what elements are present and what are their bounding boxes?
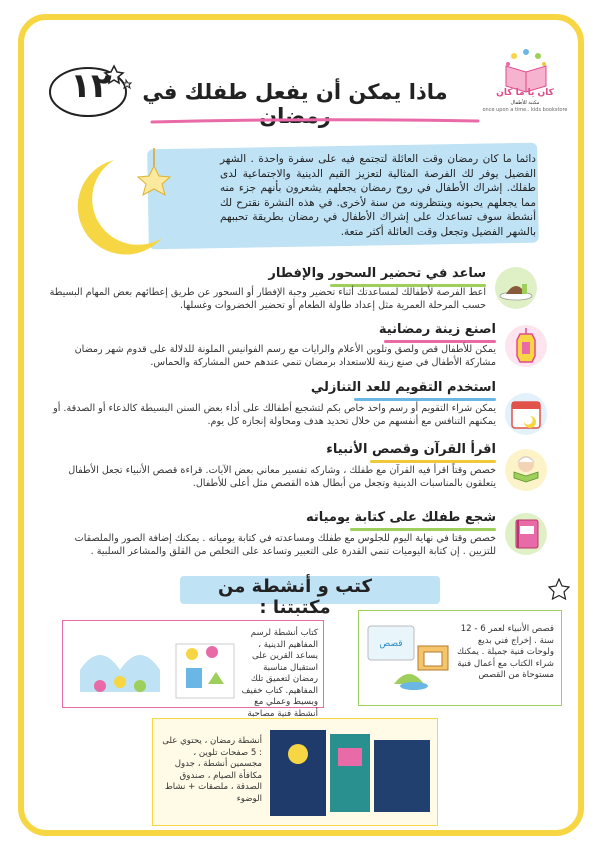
section-underline — [370, 460, 496, 463]
calendar-icon — [504, 392, 548, 436]
book-text-ramadan: أنشطة رمضان ، يحتوي على : 5 صفحات تلوين ، مجسمين أنشطة ، جدول مكافأة الصيام ، صندوق الصدقة ، ملصقات + نشاط الوضوء — [162, 736, 262, 804]
section-title-quran: اقرأ القرآن وقصص الأنبياء — [326, 442, 496, 457]
section-text-calendar: يمكن شراء التقويم أو رسم واحد خاص بكم لتشجيع أطفالك على أداء بعض السنن البسيطة كالدعاء أو الصدقة. أو يمكنهم التنافس مع أنفسهم من خلال تحديد هدف ومحاولة إنجازه كل يوم. — [53, 403, 496, 427]
section-title-diary: شجع طفلك على كتابة يومياته — [305, 510, 496, 525]
lantern-icon — [504, 324, 548, 368]
activity-book-image — [172, 624, 238, 704]
crescent-moon-icon — [44, 148, 194, 258]
logo-name: كان يا ما كان — [496, 88, 554, 98]
section-text-diary: خصص وقتا في نهاية اليوم للجلوس مع طفلك ومساعدته في كتابة يومياته . يمكنك إضافة الصور والملصقات للتزيين . إن كتابة اليوميات تنمي القدرة على التعبير وتساعد على التخلص من القلق والمشاعر السلبية . — [74, 533, 496, 557]
book-text-prophets: قصص الأنبياء لعمر 6 - 12 سنة . إخراج فني بديع ولوحات فنية جميلة . يمكنك شراء الكتاب مع أعمال فنية مستوحاة من القصص — [456, 624, 554, 680]
section-title-decoration: اصنع زينة رمضانية — [378, 322, 496, 337]
section-underline — [350, 528, 496, 531]
section-text-decoration: يمكن للأطفال قص ولصق وتلوين الأعلام والرايات مع رسم الفوانيس الملونة للدلالة على قدوم شهر رمضان مشاركة الأطفال في صنع زينة للاستعداد برمضان تنمي عندهم حس المشاركة والحماس. — [74, 344, 496, 368]
page-title: ماذا يمكن أن يفعل طفلك في رمضان — [142, 80, 448, 128]
badge-number: ١٢ — [70, 66, 112, 106]
star-icon — [548, 578, 570, 600]
section-title-suhoor: ساعد في تحضير السحور والإفطار — [268, 266, 486, 281]
book-text-activities: كتاب أنشطة لرسم المفاهيم الدينية ، يساعد القرين على استقبال مناسبة رمضان لتعميق تلك المفاهيم. كتاب خفيف وبسيط وعملي مع أنشطة فنية مصاحبة — [241, 628, 318, 719]
books-heading: كتب و أنشطة من مكتبتنا : — [218, 576, 372, 618]
svg-text:قصص: قصص — [379, 639, 403, 649]
quran-reading-icon — [504, 448, 548, 492]
notebook-icon — [504, 512, 548, 556]
lanterns-craft-image — [70, 630, 170, 702]
logo-english: once upon a time.. kids bookstore — [482, 107, 568, 113]
section-text-quran: خصص وقتاً اقرأ فيه القرآن مع طفلك ، وشاركه تفسير معاني بعض الآيات. قراءة قصص الأنبياء تجعل الأطفال يتعلقون بالمناسبات الدينية وتجعل من أبطال هذه القصص مثل أعلى للأطفال. — [68, 465, 496, 489]
section-underline — [354, 398, 496, 401]
iftar-table-icon — [494, 266, 538, 310]
ramadan-activity-book-image — [266, 724, 434, 822]
intro-paragraph: دائما ما كان رمضان وقت العائلة لتجتمع فيه على سفرة واحدة . الشهر الفضيل يوفر لك الفرصة المثالية لتعزيز القيم الدينية والاجتماعية لدى طفلك. إشراك الأطفال في روح رمضان يجعلهم يشعرون بأنهم جزء منه مما يجعلهم يحبونه وينتظرونه من سنة لأخرى. في هذه النشرة نقترح لك أنشطة سوف تساعدك على إشراك الأطفال في رمضان بطريقة تحببهم بالشهر الفضيل وتجعل وقت العائلة أكثر متعة. — [220, 153, 536, 238]
section-title-calendar: استخدم التقويم للعد التنازلي — [310, 380, 496, 395]
section-text-suhoor: اعط الفرصة لأطفالك لمساعدتك أثناء تحضير وجبة الإفطار أو السحور عن طريق إعطائهم بعض المهام البسيطة حسب المرحلة العمرية مثل إعداد طاولة الطعام أو تحضير الخضروات وغسلها. — [49, 287, 486, 311]
title-underline — [150, 118, 480, 124]
prophets-book-image — [364, 616, 454, 700]
logo-subtitle: مكتبة للأطفال — [510, 100, 540, 106]
